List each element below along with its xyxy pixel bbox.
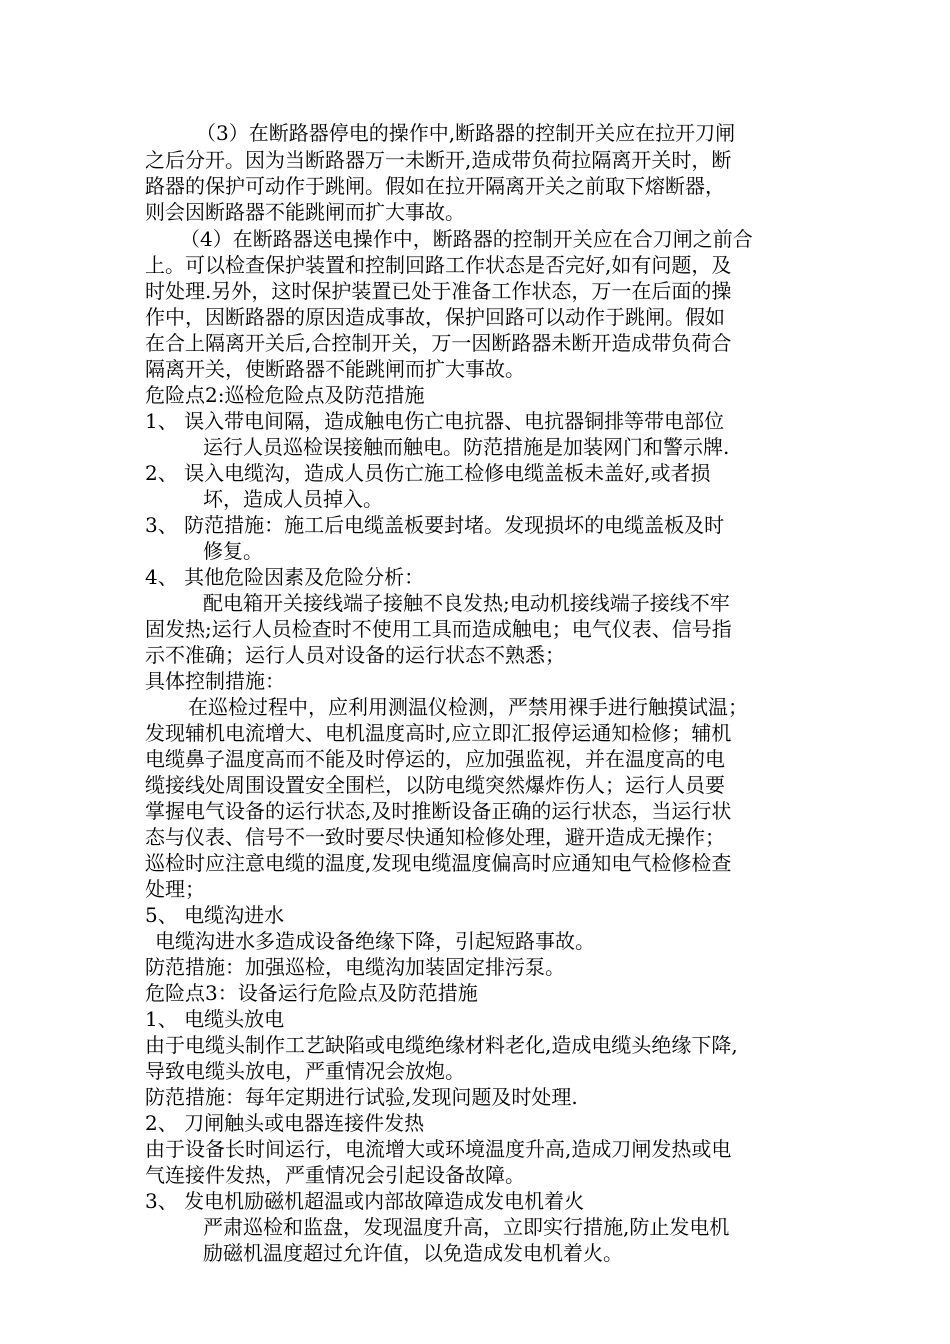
list-item: 3、 防范措施：施工后电缆盖板要封堵。发现损坏的电缆盖板及时 bbox=[145, 513, 725, 537]
text-line: 在合上隔离开关后,合控制开关，万一因断路器未断开造成带负荷合 bbox=[145, 331, 732, 355]
text-line: 电缆鼻子温度高而不能及时停运的，应加强监视，并在温度高的电 bbox=[145, 747, 725, 771]
list-item-continuation: 坏，造成人员掉入。 bbox=[203, 487, 383, 511]
text-line: 导致电缆头放电，严重情况会放炮。 bbox=[145, 1059, 465, 1083]
text-line: 路器的保护可动作于跳闸。假如在拉开隔离开关之前取下熔断器， bbox=[145, 174, 725, 198]
list-item: 5、 电缆沟进水 bbox=[145, 903, 285, 927]
list-item: 3、 发电机励磁机超温或内部故障造成发电机着火 bbox=[145, 1189, 585, 1213]
list-item-continuation: 励磁机温度超过允许值，以免造成发电机着火。 bbox=[203, 1241, 623, 1265]
text-line: 示不准确；运行人员对设备的运行状态不熟悉； bbox=[145, 643, 565, 667]
text-line: 上。可以检查保护装置和控制回路工作状态是否完好,如有问题，及 bbox=[145, 253, 732, 277]
text-line: 之后分开。因为当断路器万一未断开,造成带负荷拉隔离开关时，断 bbox=[145, 148, 732, 172]
text-line: 由于电缆头制作工艺缺陷或电缆绝缘材料老化,造成电缆头绝缘下降, bbox=[145, 1033, 738, 1057]
list-item: 2、 刀闸触头或电器连接件发热 bbox=[145, 1111, 425, 1135]
text-line: 防范措施：加强巡检，电缆沟加装固定排污泵。 bbox=[145, 955, 565, 979]
text-line: 防范措施：每年定期进行试验,发现问题及时处理. bbox=[145, 1085, 578, 1109]
text-line: 缆接线处周围设置安全围栏，以防电缆突然爆炸伤人；运行人员要 bbox=[145, 773, 725, 797]
list-item: 1、 误入带电间隔，造成触电伤亡电抗器、电抗器铜排等带电部位 bbox=[145, 409, 725, 433]
section-heading: 危险点3：设备运行危险点及防范措施 bbox=[145, 981, 478, 1005]
text-line: 态与仪表、信号不一致时要尽快通知检修处理，避开造成无操作； bbox=[145, 825, 725, 849]
list-item-continuation: 修复。 bbox=[203, 539, 263, 563]
text-line: 气连接件发热，严重情况会引起设备故障。 bbox=[145, 1163, 525, 1187]
text-line: 隔离开关，使断路器不能跳闸而扩大事故。 bbox=[145, 357, 525, 381]
section-heading: 危险点2:巡检危险点及防范措施 bbox=[145, 383, 425, 407]
text-line: 电缆沟进水多造成设备绝缘下降，引起短路事故。 bbox=[155, 929, 595, 953]
list-item: 4、 其他危险因素及危险分析： bbox=[145, 565, 425, 589]
text-line: 由于设备长时间运行，电流增大或环境温度升高,造成刀闸发热或电 bbox=[145, 1137, 732, 1161]
list-item-continuation: 运行人员巡检误接触而触电。防范措施是加装网门和警示牌. bbox=[203, 435, 730, 459]
text-line: 时处理.另外，这时保护装置已处于准备工作状态，万一在后面的操 bbox=[145, 279, 732, 303]
text-line: （3）在断路器停电的操作中,断路器的控制开关应在拉开刀闸 bbox=[196, 121, 736, 145]
text-line: 配电箱开关接线端子接触不良发热;电动机接线端子接线不牢 bbox=[203, 591, 730, 615]
text-line: 掌握电气设备的运行状态,及时推断设备正确的运行状态，当运行状 bbox=[145, 799, 732, 823]
text-line: 处理； bbox=[145, 877, 205, 901]
list-item: 2、 误入电缆沟，造成人员伤亡施工检修电缆盖板未盖好,或者损 bbox=[145, 461, 711, 485]
text-line: （4）在断路器送电操作中，断路器的控制开关应在合刀闸之前合 bbox=[180, 227, 753, 251]
list-item: 1、 电缆头放电 bbox=[145, 1007, 285, 1031]
text-line: 巡检时应注意电缆的温度,发现电缆温度偏高时应通知电气检修检查 bbox=[145, 851, 732, 875]
text-line: 作中，因断路器的原因造成事故，保护回路可以动作于跳闸。假如 bbox=[145, 305, 725, 329]
text-line: 则会因断路器不能跳闸而扩大事故。 bbox=[145, 200, 465, 224]
text-line: 固发热;运行人员检查时不使用工具而造成触电；电气仪表、信号指 bbox=[145, 617, 732, 641]
subheading: 具体控制措施： bbox=[145, 669, 285, 693]
text-line: 发现辅机电流增大、电机温度高时,应立即汇报停运通知检修；辅机 bbox=[145, 721, 732, 745]
text-line: 在巡检过程中，应利用测温仪检测，严禁用裸手进行触摸试温； bbox=[188, 695, 748, 719]
list-item-continuation: 严肃巡检和监盘，发现温度升高，立即实行措施,防止发电机 bbox=[203, 1215, 730, 1239]
